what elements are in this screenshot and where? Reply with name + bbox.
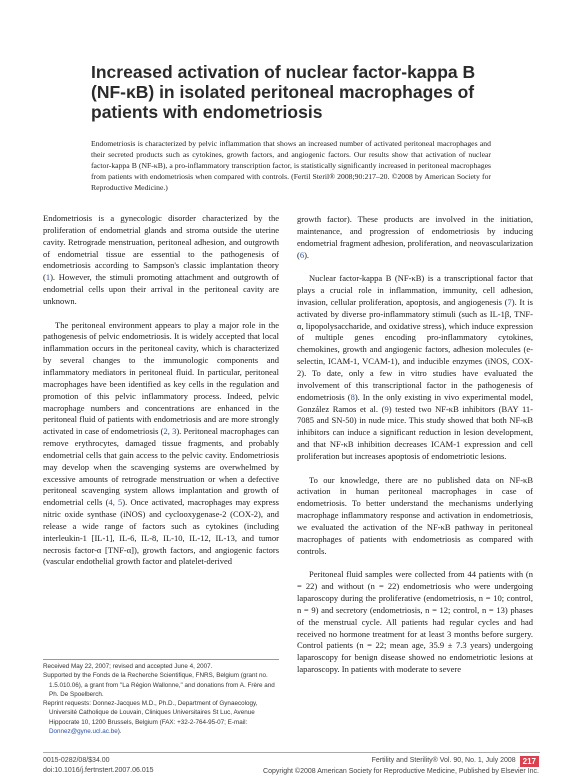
footnotes — [43, 662, 279, 736]
citation-link[interactable]: 8 — [350, 391, 355, 402]
right-column — [297, 214, 533, 688]
footer-left — [43, 756, 154, 776]
email-link[interactable]: Donnez@gyne.ucl.ac.be — [49, 727, 118, 735]
citation-link[interactable]: 9 — [384, 403, 389, 414]
right-paragraph-2: Nuclear factor-kappa B (NF-κB) is a transcriptional factor that plays a crucial role in inflammation, immunity, cell adhesion, invasion, cellular proliferation, apoptosis, and angiogenesis (7). It is activated by diverse pro-inflammatory stimuli (such as IL-1β, TNF-α, lipopolysaccharide, and oxidative stress), which induce expression of multiple genes encoding pro-inflammatory cytokines, chemokines, growth and angiogenic factors, adhesion molecules (e-selectin, ICAM-1, VCAM-1), and inducible enzymes (iNOS, COX-2). To date, only a few in vitro studies have evaluated the involvement of this transcriptional factor in the pathogenesis of endometriosis (8). In the only existing in vivo experimental model, González Ramos et al. (9) tested two NF-κB inhibitors (BAY 11-7085 and SN-50) in nude mice. This study showed that both NF-κB inhibitors can induce a significant reduction in lesion development, and that NF-κB inhibition decreases ICAM-1 expression and cell proliferation but increases apoptosis of endometriotic lesions. — [297, 273, 533, 461]
notes-divider — [43, 659, 279, 660]
citation-link[interactable]: 4, 5 — [108, 497, 123, 508]
right-paragraph-1: growth factor). These products are involved in the initiation, maintenance, and progression of endometriosis by inducing endometrial fragment adhesion, proliferation, and neovascularization (6). — [297, 214, 533, 260]
right-paragraph-3: To our knowledge, there are no published data on NF-κB activation in human peritoneal macrophages in case of endometriosis. To better understand the mechanisms underlying macrophage inflammatory response and activation in endometriosis, we evaluated the activation of the NF-κB pathway in peritoneal macrophages of patients with endometriosis as compared with controls. — [297, 474, 533, 556]
copyright: Copyright ©2008 American Society for Reproductive Medicine, Published by Elsevier Inc. — [263, 768, 539, 775]
citation-link[interactable]: 6 — [299, 249, 305, 260]
journal-citation: Fertility and Sterility® Vol. 90, No. 1, July 2008 — [371, 757, 516, 764]
left-paragraph-1: Endometriosis is a gynecologic disorder characterized by the proliferation of endometrial glands and stroma outside the uterine cavity. Retrograde menstruation, peritoneal adhesion, and outgrowth of endometrial tissue are essential to the pathogenesis of endometriosis according to Sampson's classic implantation theory (1). However, the stimuli promoting attachment and outgrowth of endometrial cells upon their arrival in the peritoneal cavity are unknown. — [43, 213, 279, 306]
abstract: Endometriosis is characterized by pelvic inflammation that shows an increased number of activated peritoneal macrophages and their secreted products such as cytokines, growth factors, and angiogenic factors. Our results show that activation of nuclear factor-kappa B (NF-κB), a pro-inflammatory transcription factor, is statistically significantly increased in peritoneal macrophages from patients with endometriosis when compared with controls. (Fertil Steril® 2008;90:217–20. ©2008 by American Society for Reproductive Medicine.) — [91, 139, 491, 192]
left-paragraph-2: The peritoneal environment appears to play a major role in the pathogenesis of pelvic endometriosis. It is widely accepted that local inflammation occurs in the peritoneal cavity, which is characterized by several changes to the immunologic components and inflammatory mediators in peritoneal fluid. In particular, peritoneal macrophages have been identified as key cells in the regulation and promotion of this pelvic inflammatory process. Indeed, pelvic macrophage numbers and concentrations are enhanced in the peritoneal fluid of patients with endometriosis and are more strongly activated in case of endometriosis (2, 3). Peritoneal macrophages can remove erythrocytes, damaged tissue fragments, and probably endometrial cells that gain access to the pelvic cavity. Endometriosis may develop when the scavenging systems are overwhelmed by excessive amounts of retrograde menstruation or when a defective peritoneal scavenging system allows implantation and growth of endometrial cells (4, 5). Once activated, macrophages may express nitric oxide synthase (iNOS) and cyclooxygenase-2 (COX-2), and release a wide range of factors such as cytokines (including interleukin-1 [IL-1], IL-6, IL-8, IL-10, IL-12, IL-13, and tumor necrosis factor-α [TNF-α]), growth factors, and angiogenic factors (vascular endothelial growth factor and platelet-derived — [43, 319, 279, 567]
left-column — [43, 213, 279, 580]
footer-divider — [43, 752, 540, 753]
reprint-note: Reprint requests: Donnez-Jacques M.D., Ph.D., Department of Gynaecology, Université Catholique de Louvain, Cliniques Universitaires St Luc, Avenue Hippocrate 10, 1200 Brussels, Belgium (FAX: +32-2-764-95-07; E-mail: Donnez@gyne.ucl.ac.be). — [43, 700, 258, 735]
support-note: Supported by the Fonds de la Recherche Scientifique, FNRS, Belgium (grant no. 1.5.010.06), a grant from "La Région Wallonne," and donations from A. Frère and Ph. De Spoelberch. — [43, 672, 275, 698]
citation-link[interactable]: 2, 3 — [163, 426, 177, 437]
doi: doi:10.1016/j.fertnstert.2007.06.015 — [43, 767, 154, 774]
citation-link[interactable]: 1 — [45, 272, 51, 283]
article-title: Increased activation of nuclear factor-kappa B (NF-κB) in isolated peritoneal macrophages of patients with endometriosis — [91, 62, 476, 122]
page-number: 217 — [520, 756, 539, 767]
issn-code: 0015-0282/08/$34.00 — [43, 757, 110, 764]
right-paragraph-4: Peritoneal fluid samples were collected from 44 patients with (n = 22) and without (n = 22) endometriosis who were undergoing laparoscopy during the proliferative (endometriosis, n = 10; control, n = 9) and secretory (endometriosis, n = 12; control, n = 13) phases of the menstrual cycle. All patients had regular cycles and had received no hormone treatment for at least 3 months before surgery. Control patients (n = 22; mean age, 35.9 ± 7.3 years) undergoing laparoscopy for benign disease showed no endometriotic lesions at laparoscopy. In patients with moderate to severe — [297, 569, 533, 675]
received-note: Received May 22, 2007; revised and accepted June 4, 2007. — [43, 663, 213, 670]
citation-link[interactable]: 7 — [507, 296, 512, 307]
